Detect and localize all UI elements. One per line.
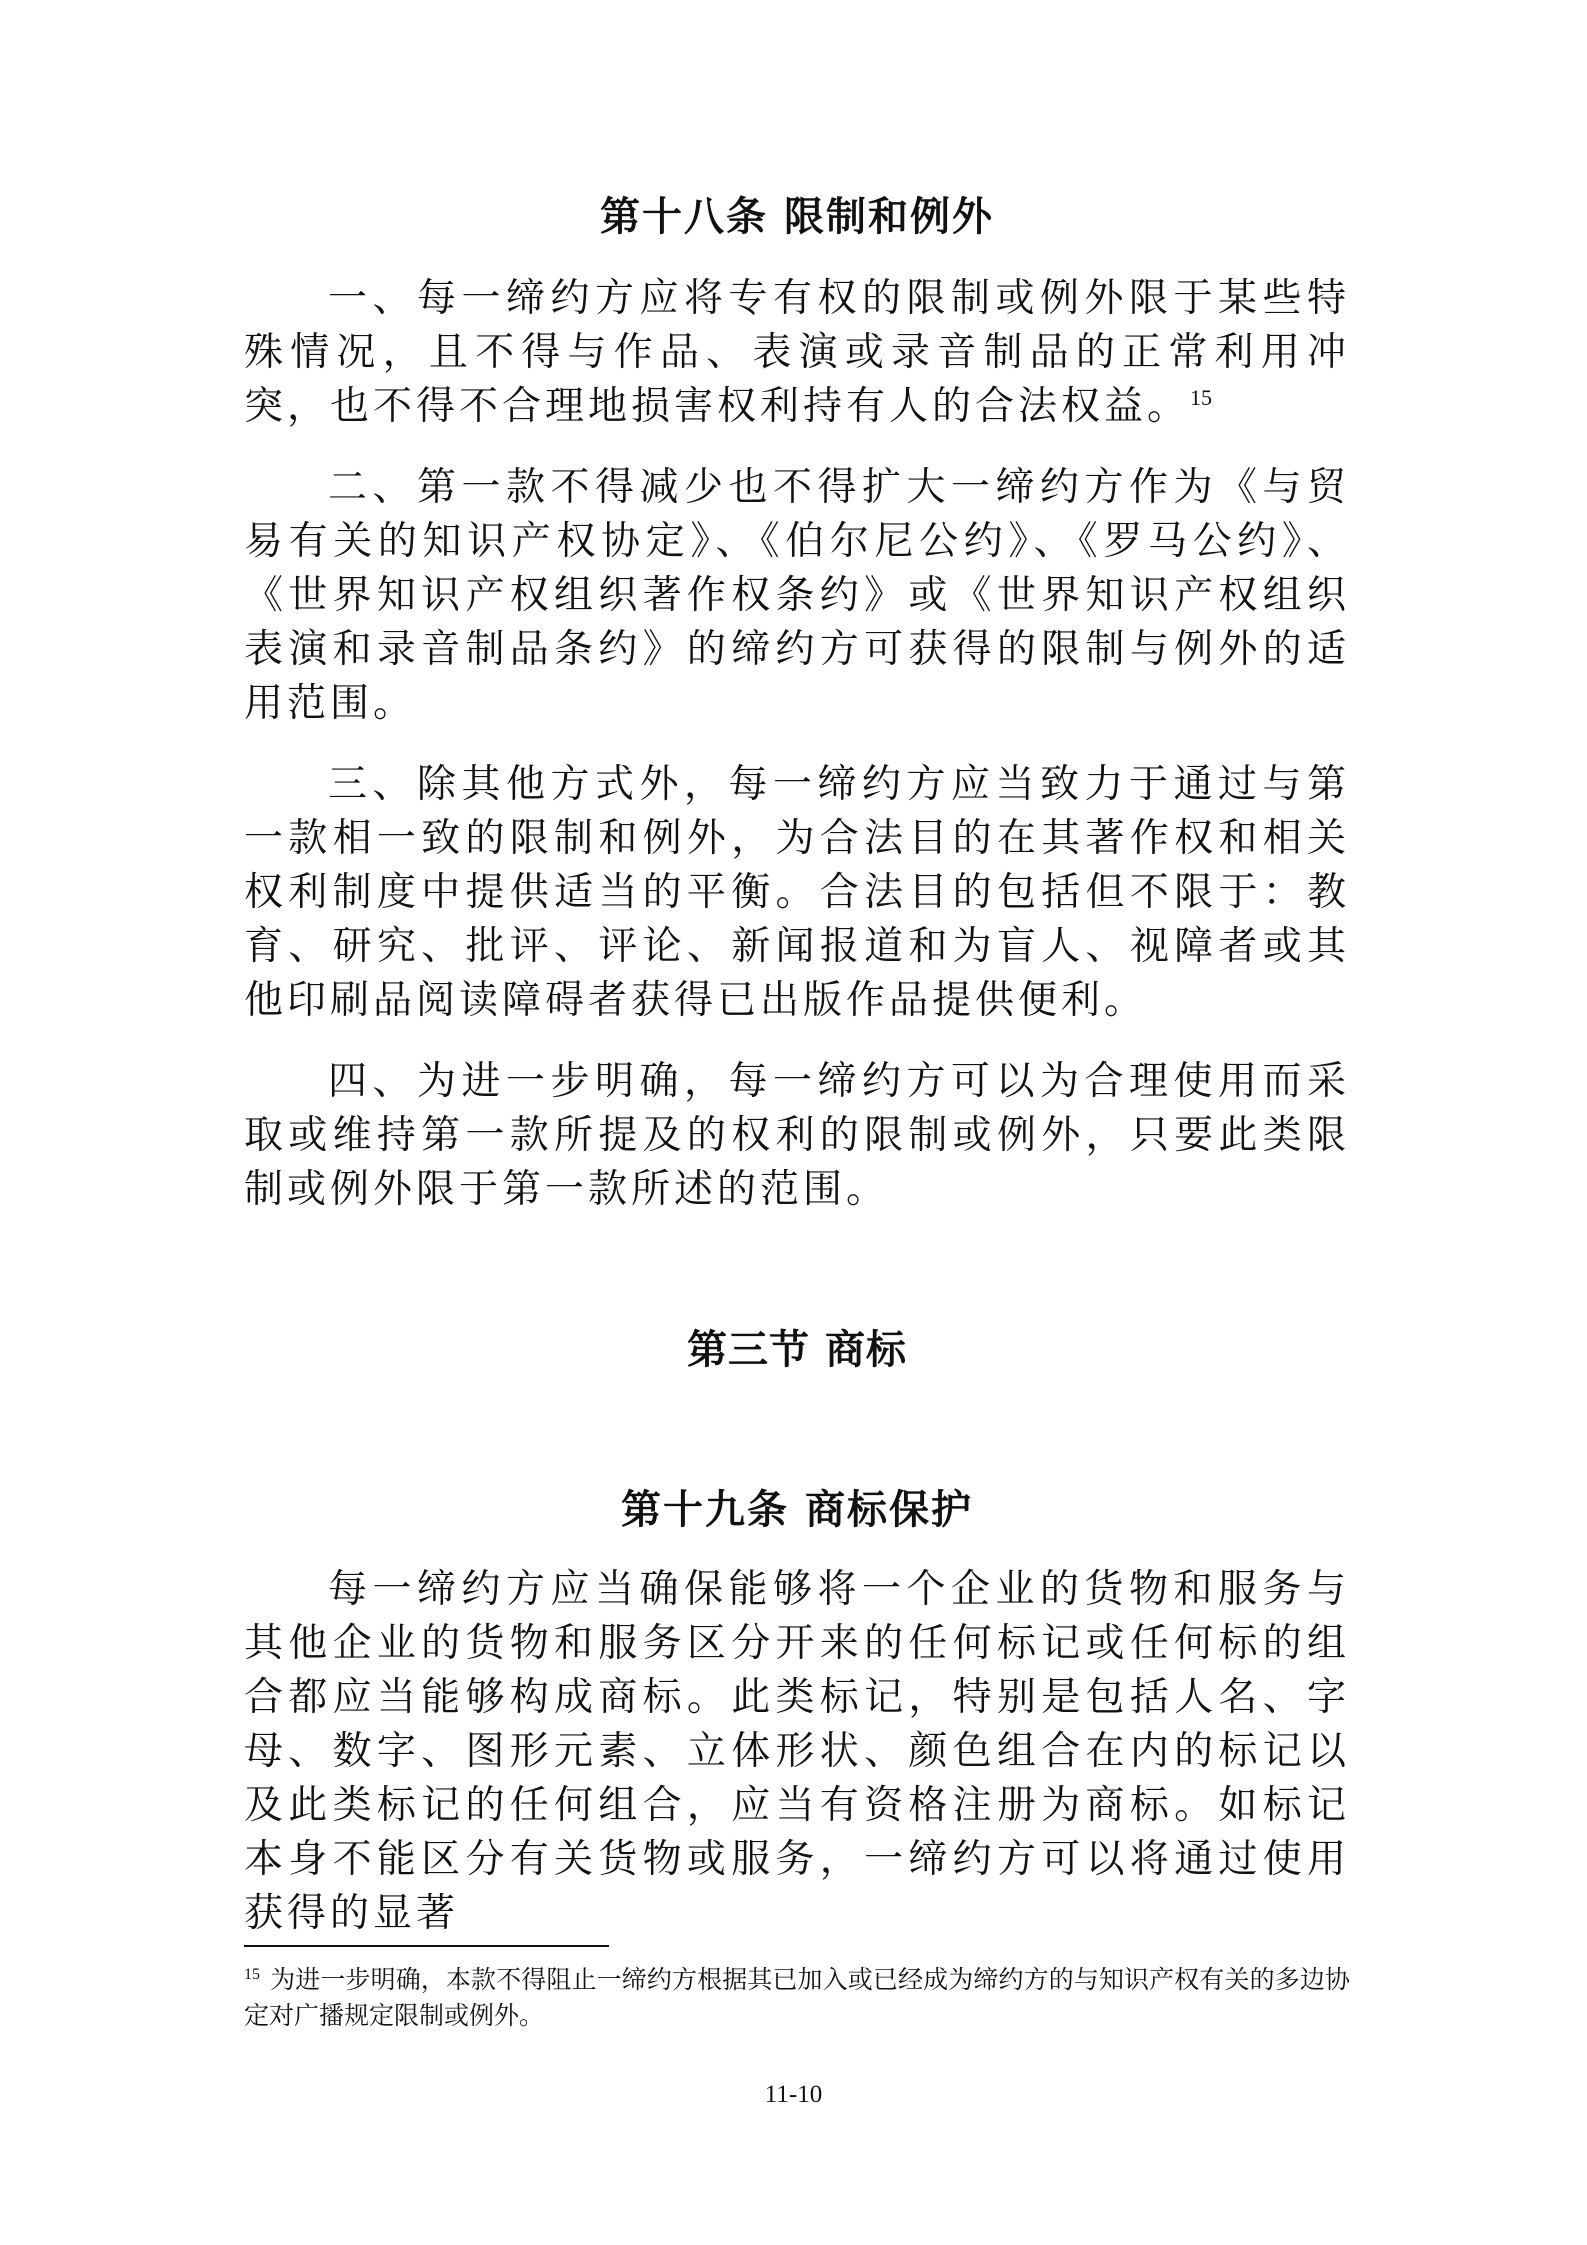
article-19-title: 第十九条 商标保护: [621, 1487, 973, 1533]
footnote-text: 为进一步明确，本款不得阻止一缔约方根据其已加入或已经成为缔约方的与知识产权有关的多边协定对广播规定限制或例外。: [244, 1965, 1350, 2030]
article-18-paragraph-2: 二、第一款不得减少也不得扩大一缔约方作为《与贸易有关的知识产权协定》、《伯尔尼公约》、《罗马公约》、《世界知识产权组织著作权条约》或《世界知识产权组织表演和录音制品条约》的缔约方可获得的限制与例外的适用范围。: [244, 465, 1350, 726]
footnote: [244, 1962, 1350, 2034]
article-18-paragraph-1-text: 一、每一缔约方应将专有权的限制或例外限于某些特殊情况，且不得与作品、表演或录音制品的正常利用冲突，也不得不合理地损害权利持有人的合法权益。: [244, 276, 1350, 429]
section-3-title: 第三节 商标: [687, 1327, 907, 1373]
footnote-number: 15: [244, 1965, 260, 1983]
article-19-paragraph-1: 每一缔约方应当确保能够将一个企业的货物和服务与其他企业的货物和服务区分开来的任何标记或任何标的组合都应当能够构成商标。此类标记，特别是包括人名、字母、数字、图形元素、立体形状、颜色组合在内的标记以及此类标记的任何组合，应当有资格注册为商标。如标记本身不能区分有关货物或服务，一缔约方可以将通过使用获得的显著: [244, 1567, 1350, 1936]
article-18-paragraph-3: 三、除其他方式外，每一缔约方应当致力于通过与第一款相一致的限制和例外，为合法目的在其著作权和相关权利制度中提供适当的平衡。合法目的包括但不限于：教育、研究、批评、评论、新闻报道和为盲人、视障者或其他印刷品阅读障碍者获得已出版作品提供便利。: [244, 762, 1350, 1023]
article-18-paragraph-1: [244, 272, 1350, 434]
footnote-reference[interactable]: 15: [1190, 385, 1213, 410]
footnote-separator: [244, 1945, 609, 1947]
article-18-title: 第十八条 限制和例外: [600, 194, 994, 240]
page-body: [244, 190, 1350, 1968]
article-18-paragraph-4: 四、为进一步明确，每一缔约方可以为合理使用而采取或维持第一款所提及的权利的限制或例外，只要此类限制或例外限于第一款所述的范围。: [244, 1059, 1350, 1212]
page-number: 11-10: [764, 2081, 823, 2108]
